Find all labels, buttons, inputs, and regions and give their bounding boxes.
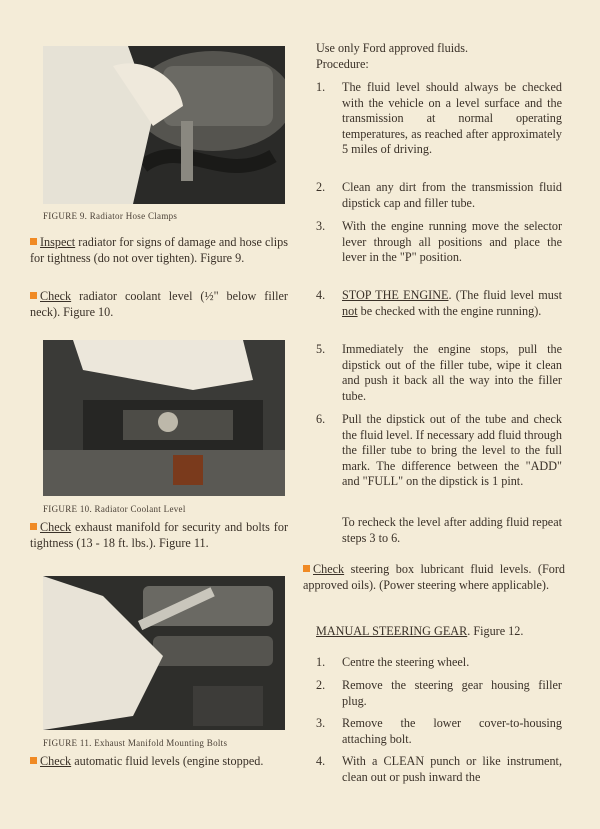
step-number: 5. xyxy=(316,342,326,356)
figure-11-photo xyxy=(43,576,285,730)
procedure-step-4 xyxy=(316,288,562,334)
step-number: 4. xyxy=(316,288,326,302)
inspect-radiator-item xyxy=(30,235,288,266)
figure-9-caption: FIGURE 9. Radiator Hose Clamps xyxy=(43,211,178,221)
manual-steering-figure-ref: . Figure 12. xyxy=(467,624,524,638)
step-text: Clean any dirt from the transmission fluid dipstick cap and filler tube. xyxy=(342,180,562,210)
procedure-step-1 xyxy=(316,80,562,174)
manual-step-3 xyxy=(316,716,562,748)
step-number: 3. xyxy=(316,716,326,730)
figure-10-caption: FIGURE 10. Radiator Coolant Level xyxy=(43,504,186,514)
step-number: 3. xyxy=(316,219,326,233)
step-number: 1. xyxy=(316,80,326,94)
bullet-icon xyxy=(30,757,37,764)
check-steering-box-text: steering box lubricant fluid levels. (Ford approved oils). (Power steering where applicable). xyxy=(303,562,565,592)
check-automatic-fluid-text: automatic fluid levels (engine stopped. xyxy=(71,754,264,768)
step-number: 1. xyxy=(316,655,326,669)
check-steering-box-item xyxy=(303,562,565,593)
step-text: STOP THE ENGINE. (The fluid level must not be checked with the engine running). xyxy=(342,288,562,318)
not-emphasis: not xyxy=(342,303,358,318)
intro-line-1: Use only Ford approved fluids. xyxy=(316,41,468,55)
intro-line-2: Procedure: xyxy=(316,57,369,71)
inspect-radiator-text: radiator for signs of damage and hose clips for tightness (do not over tighten). Figure 9. xyxy=(30,235,288,265)
figure-9-photo xyxy=(43,46,285,204)
manual-step-4 xyxy=(316,754,562,786)
manual-step-1 xyxy=(316,655,562,671)
step-number: 4. xyxy=(316,754,326,768)
check-automatic-fluid-item xyxy=(30,754,288,770)
step-text: Pull the dipstick out of the tube and check the fluid level. If necessary add fluid through the filler tube to bring the level to the full mark. The difference between the "ADD" and "FULL" on the dipstick is 1 pint. xyxy=(342,412,562,489)
step-text: The fluid level should always be checked with the vehicle on a level surface and the transmission at normal operating temperatures, as reached after approximately 5 miles of driving. xyxy=(342,80,562,157)
check-coolant-text: radiator coolant level (½" below filler neck). Figure 10. xyxy=(30,289,288,319)
manual-steering-title: MANUAL STEERING GEAR xyxy=(316,624,468,638)
check-link: Check xyxy=(40,520,72,534)
step-number: 6. xyxy=(316,412,326,426)
check-link: Check xyxy=(40,289,72,303)
step-text: Remove the lower cover-to-housing attaching bolt. xyxy=(342,716,562,746)
check-coolant-item xyxy=(30,289,288,320)
stop-engine-emphasis: STOP THE ENGINE xyxy=(342,288,449,302)
manual-step-2 xyxy=(316,678,562,710)
step-text: Immediately the engine stops, pull the dipstick out of the filler tube, wipe it clean and push it back all the way into the filler tube. xyxy=(342,342,562,403)
procedure-step-3 xyxy=(316,219,562,281)
figure-11-caption: FIGURE 11. Exhaust Manifold Mounting Bolts xyxy=(43,738,228,748)
figure-10-photo xyxy=(43,340,285,496)
step-number: 2. xyxy=(316,678,326,692)
step-text: With a CLEAN punch or like instrument, clean out or push inward the xyxy=(342,754,562,784)
step-text: With the engine running move the selector lever through all positions and place the lever in the "P" position. xyxy=(342,219,562,265)
step-text: Centre the steering wheel. xyxy=(342,655,470,669)
check-link: Check xyxy=(313,562,345,576)
procedure-step-6 xyxy=(316,412,562,506)
check-exhaust-item xyxy=(30,520,288,551)
bullet-icon xyxy=(30,523,37,530)
check-link: Check xyxy=(40,754,72,768)
check-exhaust-text: exhaust manifold for security and bolts for tightness (13 - 18 ft. lbs.). Figure 11. xyxy=(30,520,288,550)
inspect-link: Inspect xyxy=(40,235,76,249)
step-number: 2. xyxy=(316,180,326,194)
manual-steering-heading xyxy=(316,624,566,640)
bullet-icon xyxy=(30,238,37,245)
procedure-step-2 xyxy=(316,180,562,212)
procedure-step-5 xyxy=(316,342,562,404)
recheck-note: To recheck the level after adding fluid repeat steps 3 to 6. xyxy=(342,515,562,545)
step-text: Remove the steering gear housing filler plug. xyxy=(342,678,562,708)
bullet-icon xyxy=(30,292,37,299)
bullet-icon xyxy=(303,565,310,572)
